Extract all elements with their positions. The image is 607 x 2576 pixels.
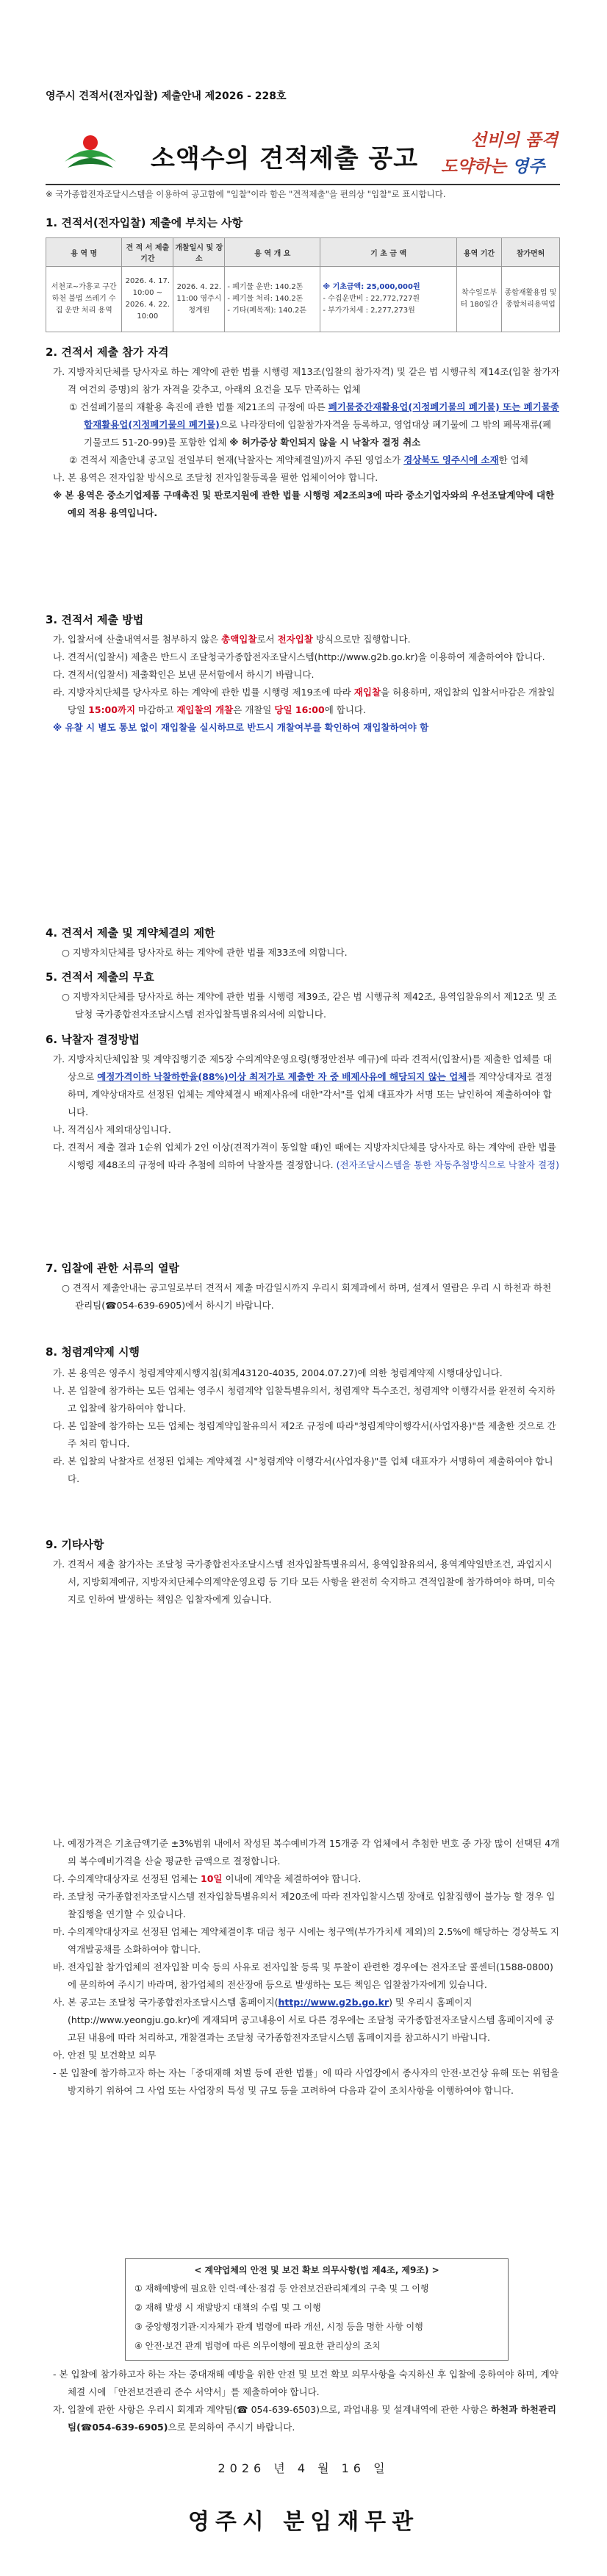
section-7-body: [46, 1279, 560, 1314]
text: 으로 문의하여 주시기 바랍니다.: [168, 2422, 295, 2433]
text: 총액입찰: [221, 634, 257, 645]
city-slogan: [441, 125, 566, 184]
text: 은 개찰일: [233, 704, 275, 715]
section-9-body-c: [46, 2366, 560, 2436]
text: 이내에 계약을 체결하여야 합니다.: [222, 1873, 362, 1884]
sec4-item: ○ 지방자치단체를 당사자로 하는 계약에 관한 법률 제33조에 의합니다.: [62, 947, 348, 958]
text: 하천과 하천관리팀(☎054-639-6905): [68, 2404, 556, 2433]
cell-name: 서천교~가흥교 구간 하천 불법 쓰레기 수집 운반 처리 용역: [46, 267, 122, 332]
text: 가. 입찰서에 산출내역서를 첨부하지 않은: [53, 634, 222, 645]
section-9-body-b: [46, 1835, 560, 2100]
section-3-heading: 3. 견적서 제출 방법: [46, 613, 144, 626]
text: 다. 수의계약대상자로 선정된 업체는: [53, 1873, 201, 1884]
box-title: < 계약업체의 안전 및 보건 확보 의무사항(법 제4조, 제9조) >: [194, 2265, 439, 2275]
box-item: ④ 안전·보건 관계 법령에 따른 의무이행에 필요한 관리상의 조치: [134, 2341, 381, 2351]
text: 을 허용하며, 재입찰의 입찰서마감은 개찰일 당일: [68, 687, 556, 715]
text: 경상북도 영주시에 소재: [403, 454, 499, 465]
sec9-item-a: 아. 안전 및 보건확보 의무: [53, 2050, 157, 2061]
overview-line: - 기타(폐목재): 140.2톤: [227, 307, 307, 315]
section-2-body: [46, 363, 560, 522]
cell-period: 2026. 4. 17. 10:00 ~ 2026. 4. 22. 10:00: [122, 267, 173, 332]
th-overview: 용 역 개 요: [225, 238, 320, 267]
section-4-body: [46, 944, 560, 962]
section-8-heading: 8. 청렴계약제 시행: [46, 1345, 140, 1359]
text: ① 건설폐기물의 재활용 촉진에 관한 법률 제21조의 규정에 따른: [69, 401, 328, 412]
sec9-item-ra: 라. 조달청 국가종합전자조달시스템 전자입찰특별유의서 제20조에 따라 전자입찰시스템 장애로 입찰집행이 불가능 할 경우 입찰집행을 연기할 수 있습니다.: [53, 1891, 556, 1920]
sec8-item-ga: 가. 본 용역은 영주시 청렴계약제시행지침(회계43120-4035, 2004.07.27)에 의한 청렴계약제 시행대상입니다.: [53, 1367, 503, 1378]
amount-line: - 수집운반비 : 22,772,727원: [323, 295, 420, 303]
sec9-item-ba: 바. 전자입찰 참가업체의 전자입찰 미숙 등의 사유로 전자입찰 등록 및 투찰이 관련한 경우에는 전자조달 콜센터(1588-0800)에 문의하여 주시기 바라며, 참가업체의 전산장애 등으로 발생하는 모든 책임은 입찰참가자에게 있습니다.: [53, 1961, 553, 1990]
sec6-item-da: [46, 1139, 560, 1174]
section-9-heading: 9. 기타사항: [46, 1538, 104, 1551]
sec6-item-ga: [46, 1051, 560, 1121]
text: 폐기물중간재활용업(지정폐기물의 폐기물) 또는 폐기물종합재활용업(지정폐기물의 폐기물): [84, 401, 559, 430]
section-5-body: [46, 988, 560, 1023]
box-item: ② 재해 발생 시 재발방지 대책의 수립 및 그 이행: [134, 2303, 321, 2313]
text: 재입찰의 개찰: [176, 704, 234, 715]
sec8-item-na: 나. 본 입찰에 참가하는 모든 업체는 영주시 청렴계약 입찰특별유의서, 청렴계약 특수조건, 청렴계약 이행각서를 완전히 숙지하고 입찰에 참가하여야 합니다.: [53, 1385, 556, 1414]
section-8-body: [46, 1364, 560, 1488]
text: 으로 나라장터에 입찰참가자격을 등록하고, 영업대상 폐기물에 그 밖의 폐목재류(폐기물코드 51-20-99)를 포함한 업체: [84, 419, 552, 448]
box-item: ③ 중앙행정기관·지자체가 관계 법령에 따라 개선, 시정 등을 명한 사항 이행: [134, 2322, 423, 2332]
text: ※ 허가증상 확인되지 않을 시 낙찰자 결정 취소: [229, 437, 421, 448]
text: (전자조달시스템을 통한 자동추첨방식으로 낙찰자 결정): [336, 1159, 559, 1170]
text: 예정가격이하 낙찰하한율(88%)이상 최저가로 제출한 자 중 배제사유에 해당되지 않는 업체: [97, 1071, 467, 1082]
sec9-item-sa: [46, 1994, 560, 2047]
overview-line: - 폐기물 운반: 140.2톤: [227, 283, 304, 291]
cell-license: 종합재활용업 및 종합처리용역업: [502, 267, 560, 332]
slogan-line2: [441, 153, 545, 177]
section-6-heading: 6. 낙찰자 결정방법: [46, 1033, 140, 1046]
sec6-item-na: 나. 적격심사 제외대상입니다.: [53, 1124, 171, 1135]
sec9-item-a-1: - 본 입찰에 참가하고자 하는 자는「중대재해 처벌 등에 관한 법률」에 따라 사업장에서 종사자의 안전·보건상 유해 또는 위험을 방지하기 위하여 그 사업 또는 사업장의 특성 및 규모 등을 고려하여 다음과 같이 조치사항을 이행하여야 합니다.: [53, 2067, 559, 2096]
slogan-line2-b: 영주: [511, 157, 545, 176]
text: 마감하고: [135, 704, 177, 715]
th-name: 용 역 명: [46, 238, 122, 267]
cell-duration: 착수일로부터 180일간: [456, 267, 501, 332]
th-period: 견 적 서 제출기간: [122, 238, 173, 267]
issuing-organization: 영주시 분임재무관: [187, 2509, 420, 2535]
notice-number: 영주시 견적서(전자입찰) 제출안내 제2026 - 228호: [46, 90, 287, 102]
sec2-note: ※ 본 용역은 중소기업제품 구매촉진 및 판로지원에 관한 법률 시행령 제2조의3에 따라 중소기업자와의 우선조달계약에 대한 예외 적용 용역입니다.: [53, 490, 555, 518]
text: 자. 입찰에 관한 사항은 우리시 회계과 계약팀(☎ 054-639-6503)으로, 과업내용 및 설계내역에 관한 사항은: [53, 2404, 492, 2415]
text: ) 및 우리시 홈페이지(http://www.yeongju.go.kr)에 게재되며 공고내용이 서로 다른 경우에는 조달청 국가종합전자조달시스템 홈페이지에 공고된 내용에 따라 처리하고, 개찰결과는 조달청 국가종합전자조달시스템 홈페이지를 참고하시기 바랍니다.: [68, 1997, 554, 2043]
amount-line: - 부가가치세 : 2,277,273원: [323, 307, 415, 315]
th-opening: 개찰일시 및 장소: [173, 238, 225, 267]
slogan-line2-a: 도약하는: [441, 157, 512, 176]
text: 로서: [256, 634, 278, 645]
overview-line: - 폐기물 처리: 140.2톤: [227, 295, 304, 303]
sec9-item-ga: 가. 견적서 제출 참가자는 조달청 국가종합전자조달시스템 전자입찰특별유의서, 용역입찰유의서, 용역계약일반조건, 과업지시서, 지방회계예규, 지방자치단체수의계약운영요령 등 기타 모든 사항을 완전히 숙지하고 견적입찰에 참가하여야 하며, 미숙지로 인하여 발생하는 책임은 입찰자에게 있습니다.: [53, 1559, 556, 1605]
sec8-item-da: 다. 본 입찰에 참가하는 모든 업체는 청렴계약입찰유의서 제2조 규정에 따라"청렴계약이행각서(사업자용)"를 제출한 것으로 간주 처리 합니다.: [53, 1420, 556, 1449]
yeongju-logo-icon: [57, 124, 123, 190]
th-license: 참가면허: [502, 238, 560, 267]
sec3-item-na: 나. 견적서(입찰서) 제출은 반드시 조달청국가종합전자조달시스템(http://www.g2b.go.kr)을 이용하여 제출하여야 합니다.: [53, 651, 545, 662]
text: 를 계약상대자로 결정하며, 계약상대자로 선정된 업체는 계약체결시 배제사유에 대한"각서"를 업체 대표자가 서명 또는 날인하여 제출하여야 합니다.: [68, 1071, 553, 1117]
text: 사. 본 공고는 조달청 국가종합전자조달시스템 홈페이지(: [53, 1997, 279, 2008]
section-2-heading: 2. 견적서 제출 참가 자격: [46, 346, 169, 359]
section-1-heading: 1. 견적서(전자입찰) 제출에 부치는 사항: [46, 216, 243, 229]
notice-date: 2026 년 4 월 16 일: [218, 2461, 389, 2475]
box-item: ① 재해예방에 필요한 인력·예산·점검 등 안전보건관리체계의 구축 및 그 이행: [134, 2283, 429, 2294]
sec2-item-2: [46, 451, 560, 469]
sec2-item-ga: 가. 지방자치단체를 당사자로 하는 계약에 관한 법률 시행령 제13조(입찰의 참가자격) 및 같은 법 시행규칙 제14조(입찰 참가자격 여건의 증명)의 참가 자격을 갖추고, 아래의 요건을 모두 만족하는 업체: [53, 366, 560, 395]
cell-amount: [320, 267, 457, 332]
text: 한 업체: [498, 454, 528, 465]
table-row: [46, 267, 560, 332]
text: 전자입찰: [277, 634, 313, 645]
cell-overview: [225, 267, 320, 332]
text: 방식으로만 집행합니다.: [312, 634, 411, 645]
text: http://www.g2b.go.kr: [278, 1997, 389, 2008]
page-title: 소액수의 견적제출 공고: [151, 144, 419, 173]
text: 라. 지방자치단체를 당사자로 하는 계약에 관한 법률 시행령 제19조에 따라: [53, 687, 354, 698]
table-header-row: [46, 238, 560, 267]
section-3-body: [46, 631, 560, 737]
intro-note: ※ 국가종합전자조달시스템을 이용하여 공고함에 "입찰"이라 함은 "견적제출"을 편의상 "입찰"로 표시합니다.: [46, 189, 446, 199]
amount-line: ※ 기초금액: 25,000,000원: [323, 283, 420, 291]
th-duration: 용역 기간: [456, 238, 501, 267]
text: 에 합니다.: [324, 704, 366, 715]
sec3-item-ra: [46, 684, 560, 719]
text: 재입찰: [353, 687, 381, 698]
text: 10일: [201, 1873, 223, 1884]
sec2-item-1: [46, 398, 560, 451]
sec3-item-da: 다. 견적서(입찰서) 제출확인은 보낸 문서함에서 하시기 바랍니다.: [53, 669, 315, 680]
th-amount: 기 초 금 액: [320, 238, 457, 267]
section-4-heading: 4. 견적서 제출 및 계약체결의 제한: [46, 926, 215, 940]
safety-duties-box: [125, 2258, 509, 2361]
cell-opening: 2026. 4. 22. 11:00 영주시 청계원: [173, 267, 225, 332]
text: 15:00까지: [88, 704, 136, 715]
section-7-heading: 7. 입찰에 관한 서류의 열람: [46, 1262, 179, 1275]
sec7-item: ○ 견적서 제출안내는 공고일로부터 견적서 제출 마감일시까지 우리시 회계과에서 하며, 설계서 열람은 우리 시 하천과 하천관리팀(☎054-639-6905)에서 하시기 바랍니다.: [62, 1282, 552, 1311]
sec9-item-da: [46, 1870, 560, 1888]
sec3-item-ga: [46, 631, 560, 648]
section-5-heading: 5. 견적서 제출의 무효: [46, 970, 154, 984]
header-divider: [46, 184, 560, 185]
sec9-item-na: 나. 예정가격은 기초금액기준 ±3%범위 내에서 작성된 복수예비가격 15개중 각 업체에서 추첨한 번호 중 가장 많이 선택된 4개의 복수예비가격을 산술 평균한 금액으로 결정합니다.: [53, 1838, 560, 1867]
sec8-item-ra: 라. 본 입찰의 낙찰자로 선정된 업체는 계약체결 시"청렴계약 이행각서(사업자용)"를 업체 대표자가 서명하여 제출하여야 합니다.: [53, 1456, 553, 1484]
sec9-item-ja: [46, 2401, 560, 2436]
sec9-item-ma: 마. 수의계약대상자로 선정된 업체는 계약체결이후 대금 청구 시에는 청구액(부가가치세 제외)의 2.5%에 해당하는 경상북도 지역개발공채를 소화하여야 합니다.: [53, 1926, 559, 1955]
text: 가. 지방자치단체입찰 및 계약집행기준 제5장 수의계약운영요령(행정안전부 예규)에 따라 견적서(입찰서)를 제출한 업체를 대상으로: [53, 1053, 552, 1082]
bid-info-table: [46, 237, 560, 332]
section-9-body-a: [46, 1556, 560, 1609]
sec3-note: ※ 유찰 시 별도 통보 없이 재입찰을 실시하므로 반드시 개찰여부를 확인하여 재입찰하여야 함: [53, 722, 429, 733]
sec9-item-a-2: - 본 입찰에 참가하고자 하는 자는 중대재해 예방을 위한 안전 및 보건 확보 의무사항을 숙지하신 후 입찰에 응하여야 하며, 계약 체결 시에 「안전보건관리 준수 서약서」를 제출하여야 합니다.: [53, 2369, 558, 2397]
section-6-body: [46, 1051, 560, 1174]
text: 당일 16:00: [274, 704, 325, 715]
text: ② 견적서 제출안내 공고일 전일부터 현재(낙찰자는 계약체결일)까지 주된 영업소가: [69, 454, 404, 465]
slogan-line1: 선비의 품격: [470, 130, 558, 150]
sec5-item: ○ 지방자치단체를 당사자로 하는 계약에 관한 법률 시행령 제39조, 같은 법 시행규칙 제42조, 용역입찰유의서 제12조 및 조달청 국가종합전자조달시스템 전자입찰특별유의서에 의합니다.: [62, 991, 557, 1020]
text: 다. 견적서 제출 결과 1순위 업체가 2인 이상(견적가격이 동일할 때)인 때에는 지방자치단체를 당사자로 하는 계약에 관한 법률 시행령 제48조의 규정에 따라 추첨에 의하여 낙찰자를 결정합니다.: [53, 1142, 556, 1170]
sec2-item-na: 나. 본 용역은 전자입찰 방식으로 조달청 전자입찰등록을 필한 업체이어야 합니다.: [53, 472, 378, 483]
